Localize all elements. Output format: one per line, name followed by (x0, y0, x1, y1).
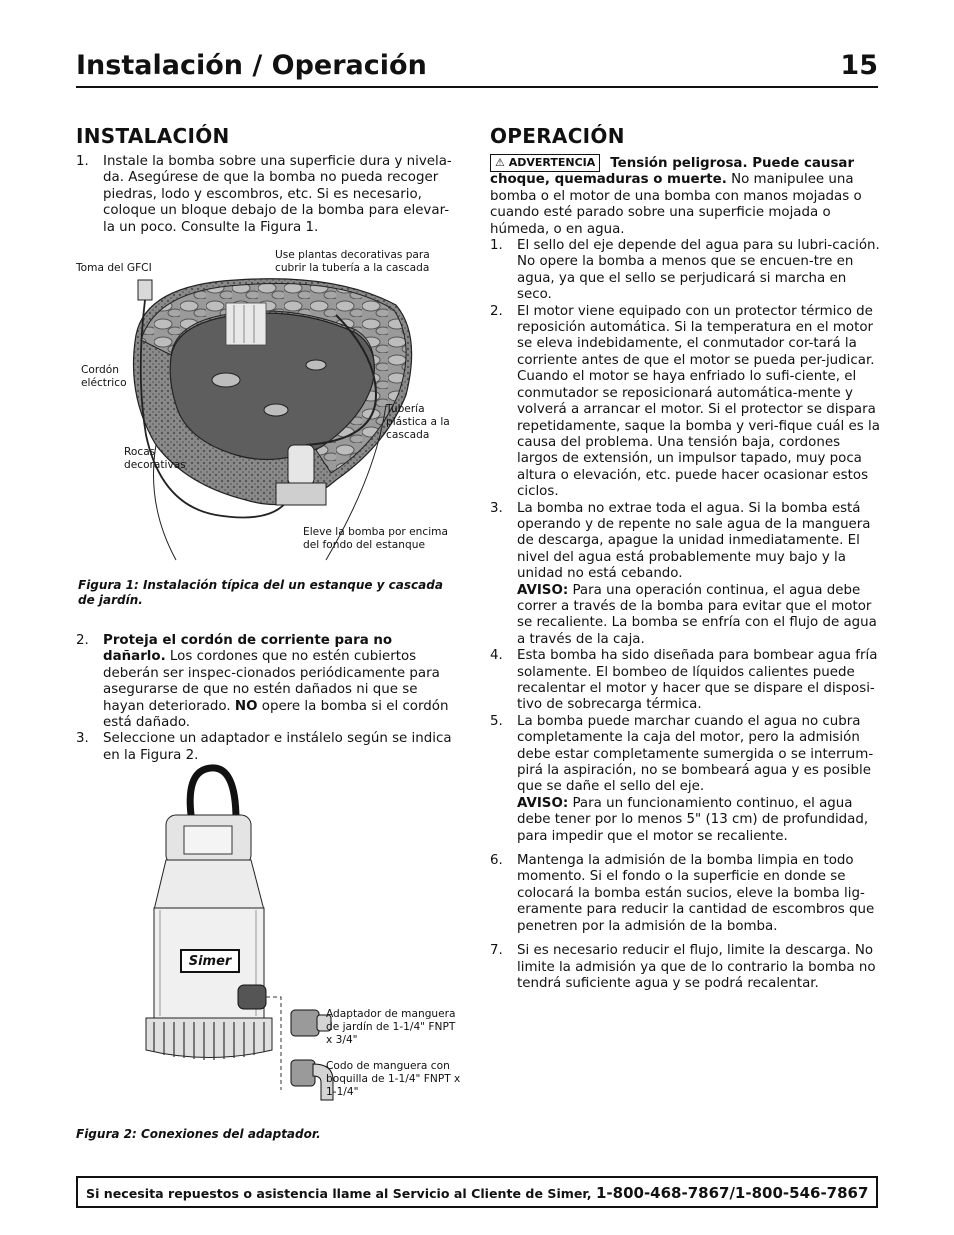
figure-1-pond (76, 245, 456, 570)
notice-5 (490, 796, 880, 845)
callout-elevate: Eleve la bomba por encima del fondo del estanque (303, 526, 448, 551)
warning-label: ADVERTENCIA (508, 156, 596, 169)
operation-item-1 (490, 238, 880, 304)
operation-item-3 (490, 501, 880, 583)
item-bold: Proteja el cordón de corriente para no dañarlo. (103, 633, 393, 665)
installation-item-2 (76, 633, 456, 731)
page-title: Instalación / Operación (76, 50, 427, 81)
warning-paragraph (490, 154, 880, 238)
figure-2-caption: Figura 2: Conexiones del adaptador. (76, 1127, 321, 1141)
item-text: La bomba no extrae toda el agua. Si la bomba está operando y de repente no sale agua de la manguera de descarga, apague la unidad inmediatamente. El nivel del agua está probablemente muy bajo y la unidad no está cebando. (517, 500, 871, 582)
item-text: Mantenga la admisión de la bomba limpia en todo momento. Si el fondo o la superficie en donde se colocará la bomba están sucios, eleve la bomba lig-eramente para reducir la cantidad de escombros que penetren por la admisión de la bomba. (517, 853, 875, 934)
item-number: 1. (490, 238, 503, 254)
item-text: Seleccione un adaptador e instálelo según se indica en la Figura 2. (103, 731, 452, 763)
item-bold-no: NO (234, 698, 258, 714)
figure-1-caption: Figura 1: Instalación típica del un estanque y cascada de jardín. (78, 578, 443, 607)
header-rule (76, 86, 878, 88)
figure-2-adapter (76, 760, 466, 1115)
operation-item-5 (490, 714, 880, 796)
installation-items-2-3 (76, 633, 456, 764)
item-text (103, 633, 456, 731)
item-text: El sello del eje depende del agua para su lubri-cación. No opere la bomba a menos que se encuen-tre en agua, ya que el sello se perjudicará si marcha en seco. (517, 238, 880, 303)
item-text: Si es necesario reducir el flujo, limite la descarga. No limite la admisión ya que de lo contrario la bomba no tendrá suficiente agua y se podrá recalentar. (517, 943, 876, 991)
notice-label: AVISO: (517, 582, 569, 598)
installation-heading: INSTALACIÓN (76, 124, 230, 148)
callout-pipe: Tubería plástica a la cascada (386, 403, 450, 441)
item-text: La bomba puede marchar cuando el agua no cubra completamente la caja del motor, pero la admisión debe estar completamente sumergida o se interrum-pirá la aspiración, no se bombeará agua y es posible que se dañe el sello del eje. (517, 713, 874, 795)
operation-column (490, 124, 880, 992)
item-text-part: Los cordones que no estén cubiertos deberán ser inspec-cionados periódicamente para asegurarse de que no estén dañados ni que se hayan deteriorado. (103, 649, 440, 714)
notice-3 (490, 583, 880, 649)
item-number: 2. (76, 633, 89, 648)
callout-plants: Use plantas decorativas para cubrir la tubería a la cascada (275, 249, 430, 274)
item-number: 4. (490, 648, 503, 664)
item-number: 1. (76, 154, 89, 169)
item-text: Esta bomba ha sido diseñada para bombear agua fría solamente. El bombeo de líquidos calientes puede recalentar el motor y hacer que se dispare el disposi-tivo de sobrecarga térmica. (517, 648, 878, 713)
footer-contact-box (76, 1176, 878, 1208)
installation-item-1 (76, 154, 456, 236)
notice-text: Para una operación continua, el agua debe correr a través de la bomba para evitar que el motor se recaliente. La bomba se enfría con el flujo de agua a través de la caja. (517, 582, 877, 647)
item-number: 6. (490, 853, 503, 869)
notice-text: Para un funcionamiento continuo, el agua debe tener por lo menos 5" (13 cm) de profundidad, para impedir que el motor se recaliente. (517, 795, 869, 844)
operation-item-2 (490, 304, 880, 501)
item-number: 3. (76, 731, 89, 747)
callout-adapter: Adaptador de manguera de jardín de 1-1/4" FNPT x 3/4" (326, 1008, 456, 1046)
item-text: El motor viene equipado con un protector térmico de reposición automática. Si la temperatura en el motor se eleva indebidamente, el conmutador cor-tará la corriente antes de que el motor se pueda per-judicar. Cuando el motor se haya enfriado lo sufi-ciente, el conmutador se reposicionará automática-mente y volverá a arrancar el motor. Si el protector se dispara repetidamente, saque la bomba y veri-fique cuál es la causa del problema. Una tensión baja, cordones largos de extensión, un impulsor tapado, muy poca altura o elevación, etc. puede hacer ocasionar estos ciclos. (517, 303, 880, 500)
footer-text (86, 1184, 868, 1202)
warning-badge (490, 154, 600, 172)
operation-item-6 (490, 853, 880, 935)
brand-logo: Simer (188, 954, 232, 969)
item-text: Instale la bomba sobre una superficie dura y nivela-da. Asegúrese de que la bomba no pueda recoger piedras, lodo y escombros, etc. Si es necesario, coloque un bloque debajo de la bomba para elevar-la un poco. Consulte la Figura 1. (103, 154, 452, 235)
callout-rocks: Rocas decorativas (124, 446, 186, 471)
warning-text: No manipulee una bomba o el motor de una bomba con manos mojadas o cuando esté parado sobre una superficie mojada o húmeda, o en agua. (490, 172, 862, 237)
item-number: 5. (490, 713, 503, 729)
footer-message: Si necesita repuestos o asistencia llame al Servicio al Cliente de Simer, (86, 1186, 596, 1201)
callout-gfci: Toma del GFCI (76, 262, 152, 274)
footer-phone: 1-800-468-7867/1-800-546-7867 (595, 1184, 869, 1202)
warning-bold-text: Tensión peligrosa. Puede causar choque, quemaduras o muerte. (490, 156, 855, 188)
item-number: 2. (490, 303, 503, 319)
warning-triangle-icon: ⚠ (495, 156, 505, 169)
callout-cord: Cordón eléctrico (81, 364, 127, 389)
operation-heading: OPERACIÓN (490, 124, 625, 148)
page-number: 15 (840, 50, 878, 81)
notice-label: AVISO: (517, 795, 569, 811)
item-text-part: opere la bomba si el cordón está dañado. (103, 698, 449, 731)
callout-elbow: Codo de manguera con boquilla de 1-1/4" FNPT x 1-1/4" (326, 1060, 461, 1098)
installation-column (76, 124, 456, 236)
item-number: 3. (490, 500, 503, 516)
item-number: 7. (490, 943, 503, 959)
operation-item-4 (490, 648, 880, 714)
operation-item-7 (490, 943, 880, 992)
